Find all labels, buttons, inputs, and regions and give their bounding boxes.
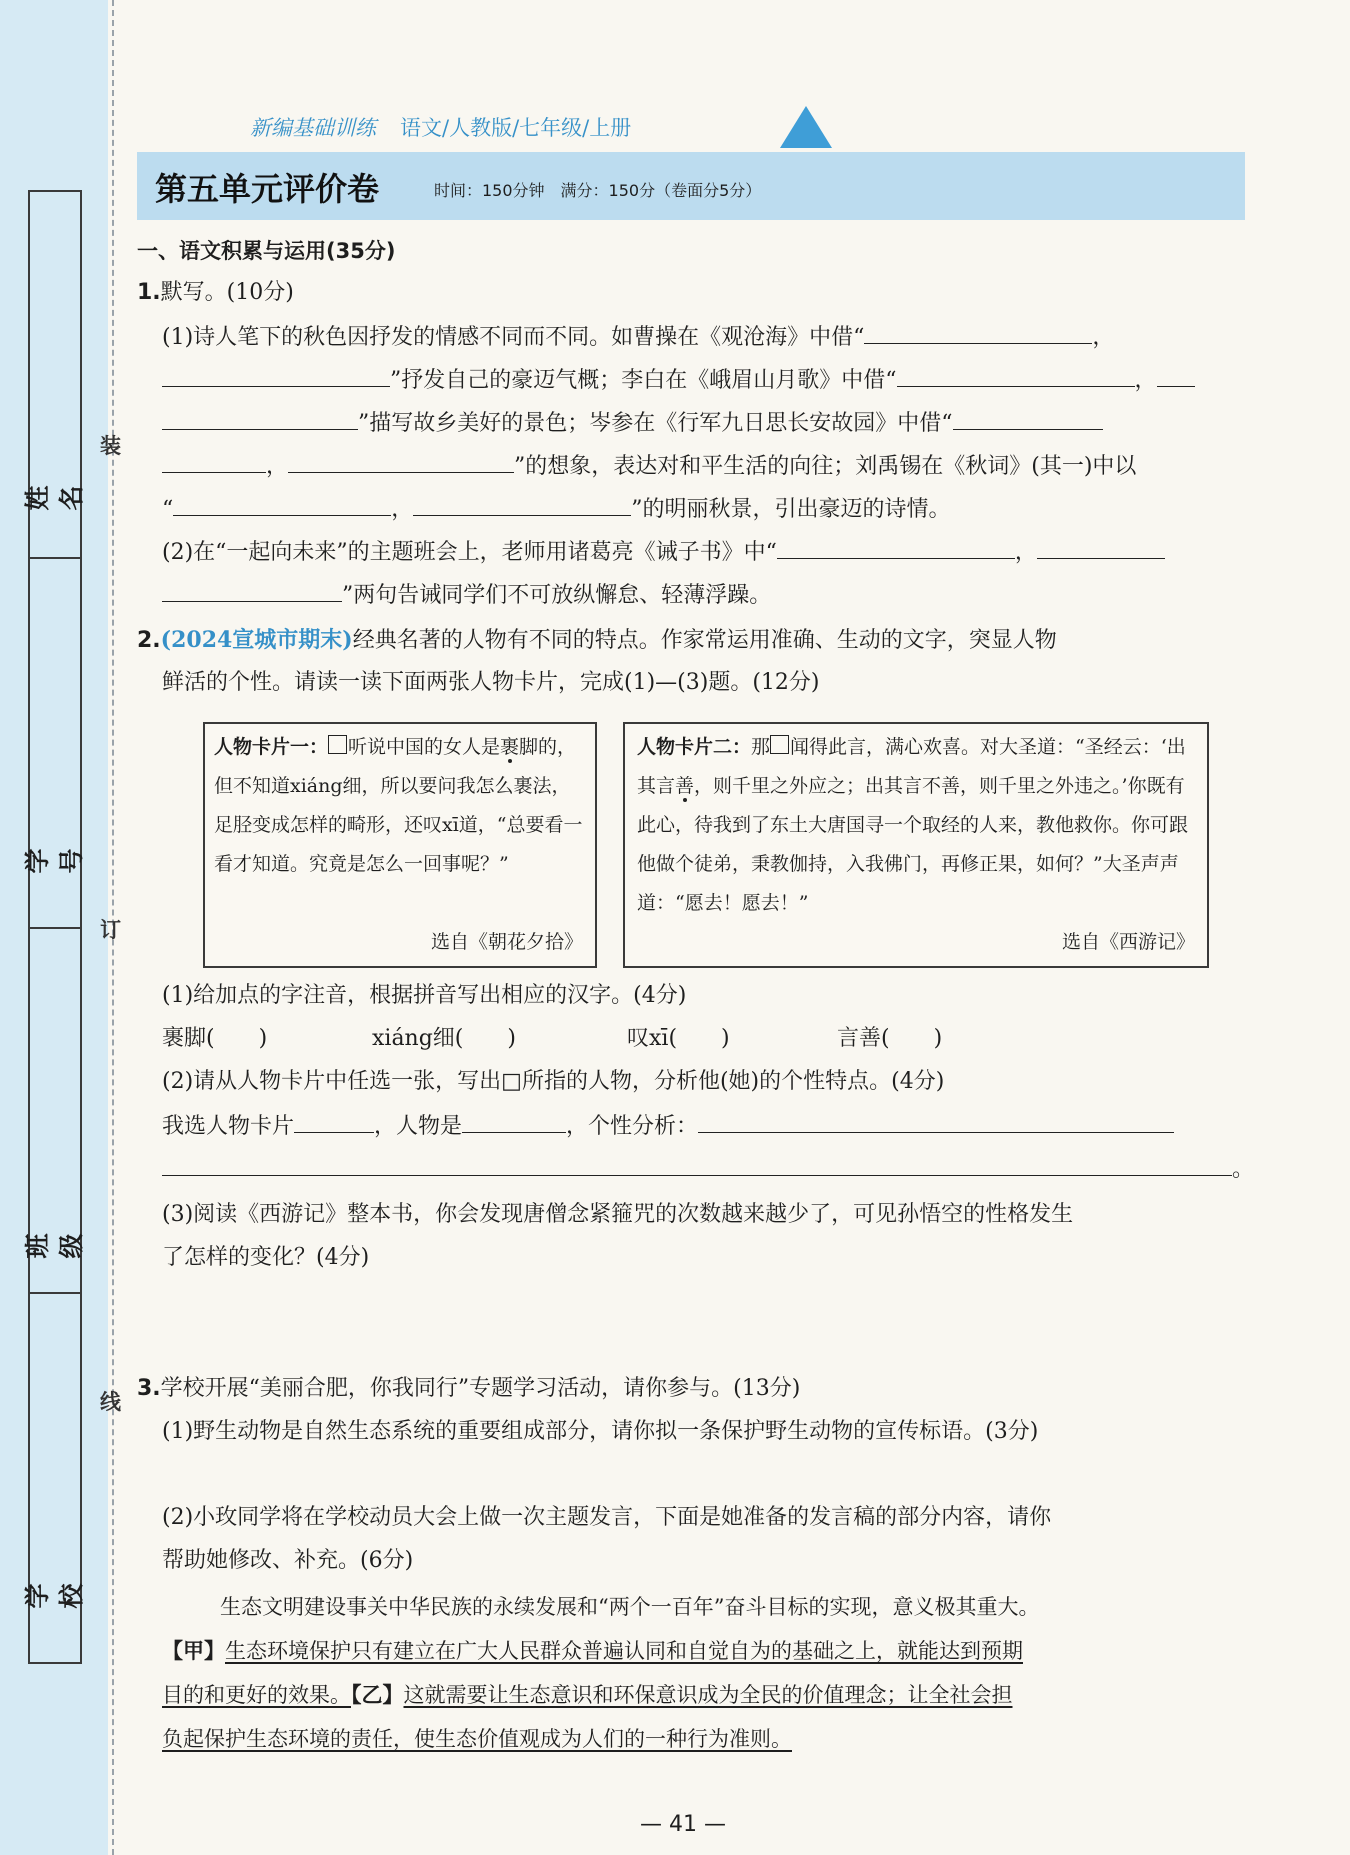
student-info-frame: [23, 190, 86, 1664]
q1-text: ”抒发自己的豪迈气概；李白在《峨眉山月歌》中借“: [390, 368, 897, 393]
q2-answer-text: 我选人物卡片: [162, 1114, 295, 1139]
q1-line3: [162, 407, 1103, 439]
page-number: — 41 —: [640, 1812, 726, 1837]
card2-text: [637, 728, 1197, 923]
q2-answer-text: ，人物是: [374, 1114, 463, 1139]
card2-label: 人物卡片二：: [637, 736, 752, 758]
pinyin-item-4[interactable]: 言善( ): [837, 1026, 943, 1051]
q2-answer-text: ，个性分析：: [566, 1114, 699, 1139]
q1-text: ，: [1134, 368, 1157, 393]
book-header: [250, 112, 631, 142]
section-heading: 一、语文积累与运用(35分): [137, 239, 396, 263]
card2-text-part: 闻得此言，满心欢喜。对大圣道：“圣经云：‘出其言: [637, 736, 1186, 797]
underlined-sentence-jia: 生态环境保护只有建立在广大人民群众普遍认同和自觉自为的基础之上，就能达到预期: [225, 1639, 1023, 1663]
q1-number: 1.: [137, 280, 161, 305]
underlined-sentence-yi: 这就需要让生态意识和环保意识成为全民的价值理念；让全社会担: [403, 1683, 1013, 1707]
q1-text: ”的想象，表达对和平生活的向往；刘禹锡在《秋词》(其一)中以: [514, 454, 1137, 479]
card1-source: 选自《朝花夕拾》: [430, 931, 583, 953]
speech-para-line4: [162, 1724, 792, 1754]
answer-blank[interactable]: [1157, 364, 1195, 387]
character-card-1: [203, 722, 597, 968]
answer-blank[interactable]: [288, 450, 514, 473]
q2-sub1: (1)给加点的字注音，根据拼音写出相应的汉字。(4分): [162, 983, 687, 1008]
card1-text: [214, 728, 588, 884]
marker-yi: 【乙】: [351, 1682, 404, 1707]
series-name: 新编基础训练: [250, 116, 376, 140]
q3-sub2-line2: 帮助她修改、补充。(6分): [162, 1548, 414, 1573]
answer-blank[interactable]: [162, 450, 266, 473]
dotted-char: 裹: [500, 736, 520, 758]
q3-heading: [137, 1374, 800, 1404]
speech-para-line2: [162, 1636, 1023, 1666]
q2-answer-line: [162, 1110, 1174, 1142]
card2-source: 选自《西游记》: [1061, 931, 1195, 953]
q1-text: ”的明丽秋景，引出豪迈的诗情。: [631, 497, 951, 522]
q3-number: 3.: [137, 1376, 161, 1401]
q1-text: ，: [391, 497, 414, 522]
answer-blank[interactable]: [413, 493, 631, 516]
q1-line5: [162, 493, 951, 525]
character-card-2: [623, 722, 1209, 968]
q1-text: ”描写故乡美好的景色；岑参在《行军九日思长安故园》中借“: [358, 411, 953, 436]
q1-line4: [162, 450, 1136, 482]
binding-char-xian: 线: [100, 1389, 121, 1414]
frame-divider: [30, 557, 80, 559]
q1-text: (1)诗人笔下的秋色因抒发的情感不同而不同。如曹操在《观沧海》中借“: [162, 325, 865, 350]
q3-title: 学校开展“美丽合肥，你我同行”专题学习活动，请你参与。(13分): [160, 1376, 801, 1401]
speech-para-line1: 生态文明建设事关中华民族的永续发展和“两个一百年”奋斗目标的实现，意义极其重大。: [220, 1595, 1040, 1619]
frame-divider: [30, 1292, 80, 1294]
answer-blank[interactable]: [864, 321, 1092, 344]
q3-sub2: (2)小玫同学将在学校动员大会上做一次主题发言，下面是她准备的发言稿的部分内容，请你: [162, 1505, 1052, 1530]
q1-text: “: [162, 497, 174, 522]
card1-label: 人物卡片一：: [214, 736, 329, 758]
q2-sub3-line2: 了怎样的变化？(4分): [162, 1245, 370, 1270]
exam-title: 第五单元评价卷: [155, 170, 380, 208]
q1-text: ，: [1092, 325, 1115, 350]
answer-blank[interactable]: [897, 364, 1135, 387]
q1-text: ，: [1014, 540, 1037, 565]
q1-line6: [162, 536, 1165, 568]
q1-heading: [137, 278, 294, 308]
q1-text: (2)在“一起向未来”的主题班会上，老师用诸葛亮《诫子书》中“: [162, 540, 777, 565]
card2-text-part: 那: [751, 736, 771, 758]
q2-answer-line-2: [162, 1153, 1254, 1185]
class-label: 班级: [23, 1233, 86, 1259]
frame-divider: [30, 927, 80, 929]
dotted-char: 善: [675, 775, 695, 797]
answer-blank[interactable]: [462, 1110, 566, 1133]
pinyin-item-1[interactable]: 裹脚( ): [162, 1026, 268, 1051]
q2-sub2: (2)请从人物卡片中任选一张，写出□所指的人物，分析他(她)的个性特点。(4分): [162, 1069, 945, 1094]
q2-text: 经典名著的人物有不同的特点。作家常运用准确、生动的文字，突显人物: [352, 628, 1057, 653]
q1-text: ，: [266, 454, 289, 479]
q2-answer-end: 。: [1232, 1157, 1255, 1182]
q3-sub1: (1)野生动物是自然生态系统的重要组成部分，请你拟一条保护野生动物的宣传标语。(3分): [162, 1419, 1039, 1444]
exam-info: 时间：150分钟 满分：150分（卷面分5分）: [434, 181, 762, 200]
q1-line2: [162, 364, 1195, 396]
answer-blank[interactable]: [162, 1153, 1232, 1176]
answer-blank[interactable]: [173, 493, 391, 516]
answer-blank[interactable]: [294, 1110, 374, 1133]
subject-info: 语文/人教版/七年级/上册: [400, 116, 632, 140]
q1-line7: [162, 579, 771, 611]
blank-box: [770, 735, 789, 754]
card2-text-part: ，则千里之外应之；出其言不善，则千里之外违之。’你既有此心，待我到了东土大唐国寻一个取经的人来，教他救你。你可跟他做个徒弟，秉教伽持，入我佛门，再修正果，如何？”大圣声声道：“愿去！愿去！”: [637, 775, 1189, 914]
answer-blank[interactable]: [953, 407, 1103, 430]
name-label: 姓名: [23, 485, 86, 511]
header-triangle-decoration: [780, 106, 832, 148]
title-band: [137, 152, 1245, 220]
q2-heading-line2: 鲜活的个性。请读一读下面两张人物卡片，完成(1)—(3)题。(12分): [162, 670, 820, 695]
student-number-label: 学号: [23, 848, 86, 874]
marker-jia: 【甲】: [162, 1638, 225, 1663]
card1-text-part: 脚的，但不知道xiáng细，所以要问我怎么裹法，足胫变成怎样的畸形，还叹xī道，“总要看一看才知道。究竟是怎么一回事呢？”: [214, 736, 583, 875]
answer-blank[interactable]: [1037, 536, 1165, 559]
pinyin-item-3[interactable]: 叹xī( ): [627, 1026, 730, 1051]
card1-text-part: 听说中国的女人是: [348, 736, 501, 758]
answer-blank[interactable]: [162, 579, 342, 602]
q2-sub3: (3)阅读《西游记》整本书，你会发现唐僧念紧箍咒的次数越来越少了，可见孙悟空的性格发生: [162, 1202, 1074, 1227]
school-label: 学校: [23, 1583, 86, 1609]
binding-char-zhuang: 装: [100, 433, 121, 458]
pinyin-item-2[interactable]: xiáng细( ): [372, 1026, 516, 1051]
blank-box: [328, 735, 347, 754]
answer-blank[interactable]: [698, 1110, 1174, 1133]
q2-source: (2024宣城市期末): [160, 627, 353, 653]
underlined-sentence-yi-end: 负起保护生态环境的责任，使生态价值观成为人们的一种行为准则。: [162, 1727, 792, 1751]
underlined-sentence-jia-end: 目的和更好的效果。: [162, 1683, 351, 1707]
q1-title: 默写。(10分): [160, 280, 294, 305]
answer-blank[interactable]: [777, 536, 1015, 559]
speech-para-line3: [162, 1680, 1013, 1710]
q1-text: ”两句告诫同学们不可放纵懈怠、轻薄浮躁。: [342, 583, 772, 608]
q1-line1: [162, 321, 1114, 353]
answer-blank[interactable]: [162, 407, 358, 430]
q2-number: 2.: [137, 628, 161, 653]
q2-heading: [137, 625, 1057, 656]
binding-char-ding: 订: [100, 917, 121, 942]
answer-blank[interactable]: [162, 364, 390, 387]
